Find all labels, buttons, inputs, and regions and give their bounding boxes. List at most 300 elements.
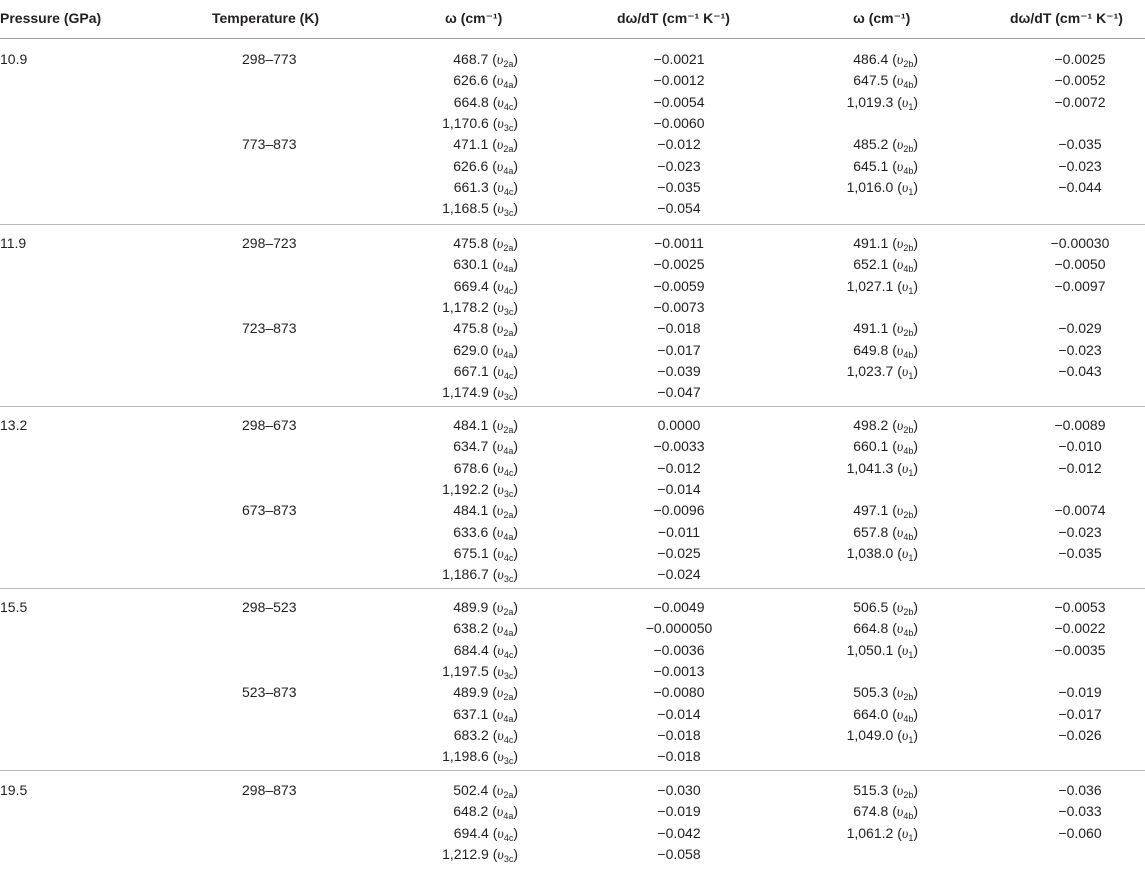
omega-cell-value: 1,027.1 (846, 277, 894, 294)
derivative-cell (1005, 682, 1145, 703)
derivative-cell-value: −0.0080 (653, 684, 705, 701)
omega-cell (318, 92, 518, 114)
pressure-cell (0, 415, 27, 436)
mode-label: $(\upsilon_{4a})$ (488, 803, 518, 822)
mode-label: $(\upsilon_{3c})$ (488, 299, 518, 318)
derivative-cell-value: −0.014 (657, 705, 701, 722)
mode-label: $(\upsilon_{4b})$ (888, 620, 918, 639)
derivative-cell-value: −0.0012 (653, 72, 705, 89)
derivative-cell-value: −0.023 (1058, 341, 1102, 358)
omega-cell-value: 1,197.5 (442, 663, 489, 680)
derivative-cell (604, 844, 754, 865)
omega-cell (318, 640, 518, 662)
derivative-cell (604, 297, 754, 318)
derivative-cell-value: −0.011 (657, 523, 701, 540)
omega-cell (718, 500, 918, 522)
omega-cell (318, 134, 518, 156)
omega-cell-value: 1,192.2 (442, 481, 489, 498)
omega-cell (318, 844, 518, 866)
derivative-cell-value: −0.012 (1058, 459, 1102, 476)
derivative-cell-value: −0.058 (657, 846, 701, 863)
mode-label: $(\upsilon_{4c})$ (488, 93, 518, 112)
derivative-cell (1005, 823, 1145, 844)
omega-cell (318, 318, 518, 340)
omega-cell-value: 1,168.5 (442, 200, 489, 217)
omega-cell (718, 682, 918, 704)
omega-cell-value: 1,050.1 (846, 641, 894, 658)
omega-cell-value: 645.1 (853, 157, 889, 174)
derivative-cell (604, 746, 754, 767)
omega-cell-value: 626.6 (453, 72, 489, 89)
mode-label: $(\upsilon_{4b})$ (888, 72, 918, 91)
omega-cell-value: 498.2 (853, 417, 889, 433)
derivative-cell (1005, 254, 1145, 275)
derivative-cell-value: −0.000050 (645, 620, 713, 637)
temperature-cell (242, 134, 297, 155)
omega-cell-value: 629.0 (453, 341, 489, 358)
omega-cell-value: 660.1 (853, 438, 889, 455)
mode-label: $(\upsilon_{3c})$ (488, 566, 518, 585)
mode-label: $(\upsilon_{3c})$ (488, 200, 518, 219)
derivative-cell-value: −0.0089 (1054, 417, 1106, 433)
omega-cell-value: 475.8 (453, 235, 489, 251)
omega-cell-value: 475.8 (453, 320, 489, 337)
mode-label: $(\upsilon_{3c})$ (488, 384, 518, 403)
omega-cell-value: 648.2 (453, 803, 489, 820)
mode-label: $(\upsilon_{4a})$ (488, 72, 518, 91)
temperature-cell (242, 682, 297, 703)
derivative-cell (1005, 156, 1145, 177)
omega-cell (718, 780, 918, 802)
derivative-cell-value: −0.0059 (653, 277, 705, 294)
omega-cell-value: 652.1 (853, 256, 889, 273)
omega-cell (718, 618, 918, 640)
derivative-cell-value: −0.0052 (1054, 72, 1106, 89)
derivative-cell-value: −0.0053 (1054, 599, 1106, 615)
mode-label: $(\upsilon_{2a})$ (488, 417, 518, 435)
omega-cell-value: 683.2 (453, 727, 489, 744)
temperature-cell-value: 523–873 (242, 684, 297, 701)
omega-cell-value: 1,178.2 (442, 299, 489, 316)
omega-cell-value: 630.1 (453, 256, 489, 273)
omega-cell (318, 597, 518, 619)
derivative-cell-value: −0.039 (657, 363, 701, 380)
header-pressure: Pressure (GPa) (0, 10, 102, 26)
derivative-cell-value: 0.0000 (657, 417, 701, 433)
mode-label: $(\upsilon_1)$ (893, 179, 918, 198)
pressure-group (0, 415, 1145, 589)
mode-label: $(\upsilon_{4c})$ (488, 179, 518, 198)
header-omega-1: ω (cm⁻¹) (445, 10, 503, 26)
omega-cell-value: 1,198.6 (442, 748, 489, 765)
mode-label: $(\upsilon_{4b})$ (888, 523, 918, 542)
omega-cell-value: 491.1 (853, 235, 889, 251)
temperature-cell (242, 415, 297, 436)
mode-label: $(\upsilon_{2b})$ (888, 136, 918, 155)
omega-cell-value: 486.4 (853, 51, 889, 67)
omega-cell-value: 657.8 (853, 523, 889, 540)
omega-cell (318, 113, 518, 135)
mode-label: $(\upsilon_{3c})$ (488, 846, 518, 865)
omega-cell (318, 156, 518, 178)
omega-cell (318, 254, 518, 276)
derivative-cell-value: −0.054 (657, 200, 701, 217)
derivative-cell (604, 564, 754, 585)
derivative-cell-value: −0.060 (1058, 824, 1102, 841)
pressure-cell-value: 13.2 (0, 417, 28, 433)
pressure-cell-value: 11.9 (0, 235, 27, 251)
temperature-cell-value: 723–873 (242, 320, 297, 337)
derivative-cell-value: −0.0036 (653, 641, 705, 658)
derivative-cell-value: −0.036 (1058, 782, 1102, 798)
omega-cell (318, 70, 518, 92)
derivative-cell-value: −0.0025 (653, 256, 705, 273)
derivative-cell-value: −0.0072 (1054, 93, 1106, 110)
mode-label: $(\upsilon_{2a})$ (488, 782, 518, 800)
derivative-cell-value: −0.043 (1058, 363, 1102, 380)
mode-label: $(\upsilon_1)$ (893, 277, 918, 296)
derivative-cell-value: −0.042 (657, 824, 701, 841)
derivative-cell (1005, 49, 1145, 70)
omega-cell-value: 1,038.0 (846, 545, 894, 562)
mode-label: $(\upsilon_{2a})$ (488, 599, 518, 617)
temperature-cell (242, 233, 297, 254)
derivative-cell-value: −0.0033 (653, 438, 705, 455)
derivative-cell-value: −0.033 (1058, 803, 1102, 820)
omega-cell (718, 597, 918, 619)
derivative-cell-value: −0.0013 (653, 663, 705, 680)
omega-cell-value: 626.6 (453, 157, 489, 174)
temperature-cell-value: 298–773 (242, 51, 297, 67)
derivative-cell-value: −0.0060 (653, 115, 705, 132)
derivative-cell (1005, 134, 1145, 155)
omega-cell-value: 637.1 (453, 705, 489, 722)
omega-cell-value: 497.1 (853, 502, 889, 519)
derivative-cell-value: −0.0011 (654, 235, 704, 251)
mode-label: $(\upsilon_{4c})$ (488, 641, 518, 660)
omega-cell-value: 694.4 (453, 824, 489, 841)
derivative-cell-value: −0.017 (1058, 705, 1102, 722)
temperature-cell-value: 773–873 (242, 136, 297, 153)
omega-cell (718, 254, 918, 276)
table-header (0, 0, 1145, 39)
omega-cell (718, 134, 918, 156)
omega-cell-value: 664.8 (853, 620, 889, 637)
omega-cell-value: 502.4 (453, 782, 489, 798)
omega-cell-value: 515.3 (853, 782, 889, 798)
omega-cell (318, 780, 518, 802)
mode-label: $(\upsilon_{2a})$ (488, 51, 518, 69)
temperature-cell (242, 49, 297, 70)
omega-cell (318, 479, 518, 501)
omega-cell (318, 198, 518, 220)
omega-cell-value: 649.8 (853, 341, 889, 358)
omega-cell (318, 49, 518, 71)
omega-cell-value: 1,170.6 (442, 115, 489, 132)
omega-cell (718, 156, 918, 178)
mode-label: $(\upsilon_{2a})$ (488, 136, 518, 155)
omega-cell-value: 1,019.3 (846, 93, 894, 110)
derivative-cell-value: −0.0035 (1054, 641, 1106, 658)
mode-label: $(\upsilon_{4a})$ (488, 523, 518, 542)
omega-cell (318, 415, 518, 437)
derivative-cell-value: −0.0025 (1054, 51, 1106, 67)
mode-label: $(\upsilon_{4b})$ (888, 438, 918, 457)
derivative-cell (1005, 704, 1145, 725)
mode-label: $(\upsilon_1)$ (893, 727, 918, 746)
derivative-cell-value: −0.014 (657, 481, 701, 498)
derivative-cell-value: −0.018 (657, 727, 701, 744)
mode-label: $(\upsilon_{2a})$ (488, 684, 518, 703)
pressure-cell (0, 233, 26, 254)
derivative-cell-value: −0.019 (1058, 684, 1102, 701)
derivative-cell-value: −0.024 (657, 566, 701, 583)
mode-label: $(\upsilon_{4b})$ (888, 157, 918, 176)
omega-cell-value: 1,061.2 (846, 824, 894, 841)
derivative-cell-value: −0.035 (1058, 136, 1102, 153)
derivative-cell-value: −0.023 (1058, 157, 1102, 174)
temperature-cell-value: 298–523 (242, 599, 297, 615)
omega-cell (318, 682, 518, 704)
omega-cell-value: 484.1 (453, 502, 489, 519)
omega-cell-value: 647.5 (853, 72, 889, 89)
omega-cell-value: 1,174.9 (442, 384, 489, 401)
omega-cell-value: 638.2 (453, 620, 489, 637)
derivative-cell (604, 479, 754, 500)
mode-label: $(\upsilon_{3c})$ (488, 748, 518, 767)
omega-cell (718, 640, 918, 662)
mode-label: $(\upsilon_{4c})$ (488, 459, 518, 478)
omega-cell-value: 1,023.7 (846, 363, 894, 380)
derivative-cell (1005, 597, 1145, 618)
derivative-cell-value: −0.035 (657, 179, 701, 196)
derivative-cell (1005, 361, 1145, 382)
derivative-cell (1005, 177, 1145, 198)
derivative-cell-value: −0.018 (657, 320, 701, 337)
derivative-cell (1005, 618, 1145, 639)
derivative-cell-value: −0.0050 (1054, 256, 1106, 273)
derivative-cell-value: −0.019 (657, 803, 701, 820)
temperature-cell-value: 673–873 (242, 502, 297, 519)
omega-cell-value: 468.7 (453, 51, 489, 67)
omega-cell (318, 500, 518, 522)
omega-cell-value: 664.0 (853, 705, 889, 722)
omega-cell (718, 177, 918, 199)
mode-label: $(\upsilon_1)$ (893, 545, 918, 564)
temperature-cell-value: 298–873 (242, 782, 297, 798)
mode-label: $(\upsilon_{4a})$ (488, 341, 518, 360)
omega-cell (318, 801, 518, 823)
derivative-cell-value: −0.025 (657, 545, 701, 562)
temperature-cell (242, 500, 297, 521)
mode-label: $(\upsilon_{4a})$ (488, 438, 518, 457)
mode-label: $(\upsilon_1)$ (893, 459, 918, 478)
mode-label: $(\upsilon_{4c})$ (488, 363, 518, 382)
mode-label: $(\upsilon_{2a})$ (488, 235, 518, 253)
omega-cell (718, 233, 918, 255)
temperature-cell (242, 597, 297, 618)
pressure-cell-value: 15.5 (0, 599, 28, 615)
omega-cell-value: 678.6 (453, 459, 489, 476)
header-omega-2: ω (cm⁻¹) (853, 10, 911, 26)
mode-label: $(\upsilon_1)$ (893, 93, 918, 112)
mode-label: $(\upsilon_{2b})$ (888, 599, 918, 617)
omega-cell-value: 1,212.9 (442, 846, 489, 863)
derivative-cell (1005, 640, 1145, 661)
derivative-cell-value: −0.026 (1058, 727, 1102, 744)
omega-cell (718, 725, 918, 747)
omega-cell (718, 543, 918, 565)
derivative-cell-value: −0.012 (657, 459, 701, 476)
pressure-cell (0, 780, 27, 801)
derivative-cell (1005, 458, 1145, 479)
omega-cell-value: 667.1 (453, 363, 489, 380)
mode-label: $(\upsilon_{4c})$ (488, 545, 518, 564)
derivative-cell-value: −0.012 (657, 136, 701, 153)
omega-cell-value: 674.8 (853, 803, 889, 820)
mode-label: $(\upsilon_{4b})$ (888, 705, 918, 724)
omega-cell (318, 233, 518, 255)
omega-cell (718, 436, 918, 458)
mode-label: $(\upsilon_{2b})$ (888, 417, 918, 435)
omega-cell (318, 661, 518, 683)
derivative-cell-value: −0.030 (657, 782, 701, 798)
omega-cell-value: 634.7 (453, 438, 489, 455)
omega-cell-value: 484.1 (453, 417, 489, 433)
derivative-cell-value: −0.017 (657, 341, 701, 358)
omega-cell (718, 522, 918, 544)
derivative-cell-value: −0.018 (657, 748, 701, 765)
omega-cell (318, 823, 518, 845)
derivative-cell-value: −0.0054 (653, 93, 705, 110)
omega-cell (718, 361, 918, 383)
pressure-cell-value: 10.9 (0, 51, 28, 67)
derivative-cell (1005, 92, 1145, 113)
mode-label: $(\upsilon_{2b})$ (888, 235, 918, 253)
omega-cell-value: 669.4 (453, 277, 489, 294)
mode-label: $(\upsilon_{2b})$ (888, 502, 918, 521)
omega-cell (318, 704, 518, 726)
omega-cell-value: 485.2 (853, 136, 889, 153)
mode-label: $(\upsilon_{4b})$ (888, 803, 918, 822)
mode-label: $(\upsilon_{4a})$ (488, 157, 518, 176)
derivative-cell-value: −0.0097 (1054, 277, 1106, 294)
derivative-cell (1005, 780, 1145, 801)
derivative-cell-value: −0.0073 (653, 299, 705, 316)
derivative-cell (604, 113, 754, 134)
mode-label: $(\upsilon_{2a})$ (488, 502, 518, 521)
temperature-cell-value: 298–723 (242, 235, 297, 251)
derivative-cell (1005, 436, 1145, 457)
mode-label: $(\upsilon_{2a})$ (488, 320, 518, 339)
omega-cell-value: 661.3 (453, 179, 489, 196)
header-temperature: Temperature (K) (212, 10, 320, 26)
derivative-cell (604, 382, 754, 403)
mode-label: $(\upsilon_{3c})$ (488, 481, 518, 500)
omega-cell (318, 522, 518, 544)
mode-label: $(\upsilon_{4a})$ (488, 620, 518, 639)
omega-cell-value: 675.1 (453, 545, 489, 562)
omega-cell (718, 49, 918, 71)
derivative-cell (1005, 318, 1145, 339)
mode-label: $(\upsilon_1)$ (893, 363, 918, 382)
omega-cell (718, 70, 918, 92)
mode-label: $(\upsilon_1)$ (893, 824, 918, 843)
omega-cell (318, 618, 518, 640)
derivative-cell (1005, 70, 1145, 91)
mode-label: $(\upsilon_{4a})$ (488, 705, 518, 724)
header-derivative-2: dω/dT (cm⁻¹ K⁻¹) (1010, 10, 1123, 26)
pressure-cell (0, 49, 27, 70)
omega-cell (318, 382, 518, 404)
omega-cell-value: 505.3 (853, 684, 889, 701)
omega-cell (318, 297, 518, 319)
derivative-cell-value: −0.0096 (653, 502, 705, 519)
mode-label: $(\upsilon_{4b})$ (888, 256, 918, 275)
omega-cell-value: 664.8 (453, 93, 489, 110)
mode-label: $(\upsilon_{3c})$ (488, 663, 518, 682)
derivative-cell (1005, 522, 1145, 543)
omega-cell (318, 564, 518, 586)
omega-cell-value: 491.1 (853, 320, 889, 337)
mode-label: $(\upsilon_{2b})$ (888, 51, 918, 69)
mode-label: $(\upsilon_1)$ (893, 641, 918, 660)
omega-cell-value: 684.4 (453, 641, 489, 658)
derivative-cell-value: −0.0074 (1054, 502, 1106, 519)
mode-label: $(\upsilon_{2b})$ (888, 320, 918, 339)
omega-cell-value: 506.5 (853, 599, 889, 615)
derivative-cell-value: −0.023 (1058, 523, 1102, 540)
omega-cell-value: 471.1 (453, 136, 489, 153)
derivative-cell (1005, 340, 1145, 361)
derivative-cell-value: −0.0049 (653, 599, 705, 615)
omega-cell (318, 361, 518, 383)
pressure-cell (0, 597, 27, 618)
mode-label: $(\upsilon_{3c})$ (488, 115, 518, 134)
omega-cell (318, 177, 518, 199)
derivative-cell-value: −0.044 (1058, 179, 1102, 196)
mode-label: $(\upsilon_{2b})$ (888, 684, 918, 703)
derivative-cell (1005, 500, 1145, 521)
pressure-group (0, 780, 1145, 870)
derivative-cell-value: −0.0022 (1054, 620, 1106, 637)
mode-label: $(\upsilon_{4c})$ (488, 277, 518, 296)
pressure-group (0, 233, 1145, 407)
derivative-cell-value: −0.035 (1058, 545, 1102, 562)
derivative-cell (1005, 415, 1145, 436)
temperature-cell (242, 318, 297, 339)
derivative-cell (604, 661, 754, 682)
pressure-group (0, 49, 1145, 225)
omega-cell (718, 318, 918, 340)
omega-cell (718, 415, 918, 437)
derivative-cell (1005, 725, 1145, 746)
omega-cell (718, 801, 918, 823)
derivative-cell-value: −0.029 (1058, 320, 1102, 337)
mode-label: $(\upsilon_{4c})$ (488, 727, 518, 746)
omega-cell-value: 633.6 (453, 523, 489, 540)
omega-cell (318, 543, 518, 565)
omega-cell (718, 704, 918, 726)
omega-cell (318, 276, 518, 298)
mode-label: $(\upsilon_{2b})$ (888, 782, 918, 800)
derivative-cell (1005, 233, 1145, 254)
pressure-cell-value: 19.5 (0, 782, 28, 798)
mode-label: $(\upsilon_{4a})$ (488, 256, 518, 275)
omega-cell (718, 340, 918, 362)
derivative-cell (1005, 276, 1145, 297)
derivative-cell-value: −0.010 (1058, 438, 1102, 455)
